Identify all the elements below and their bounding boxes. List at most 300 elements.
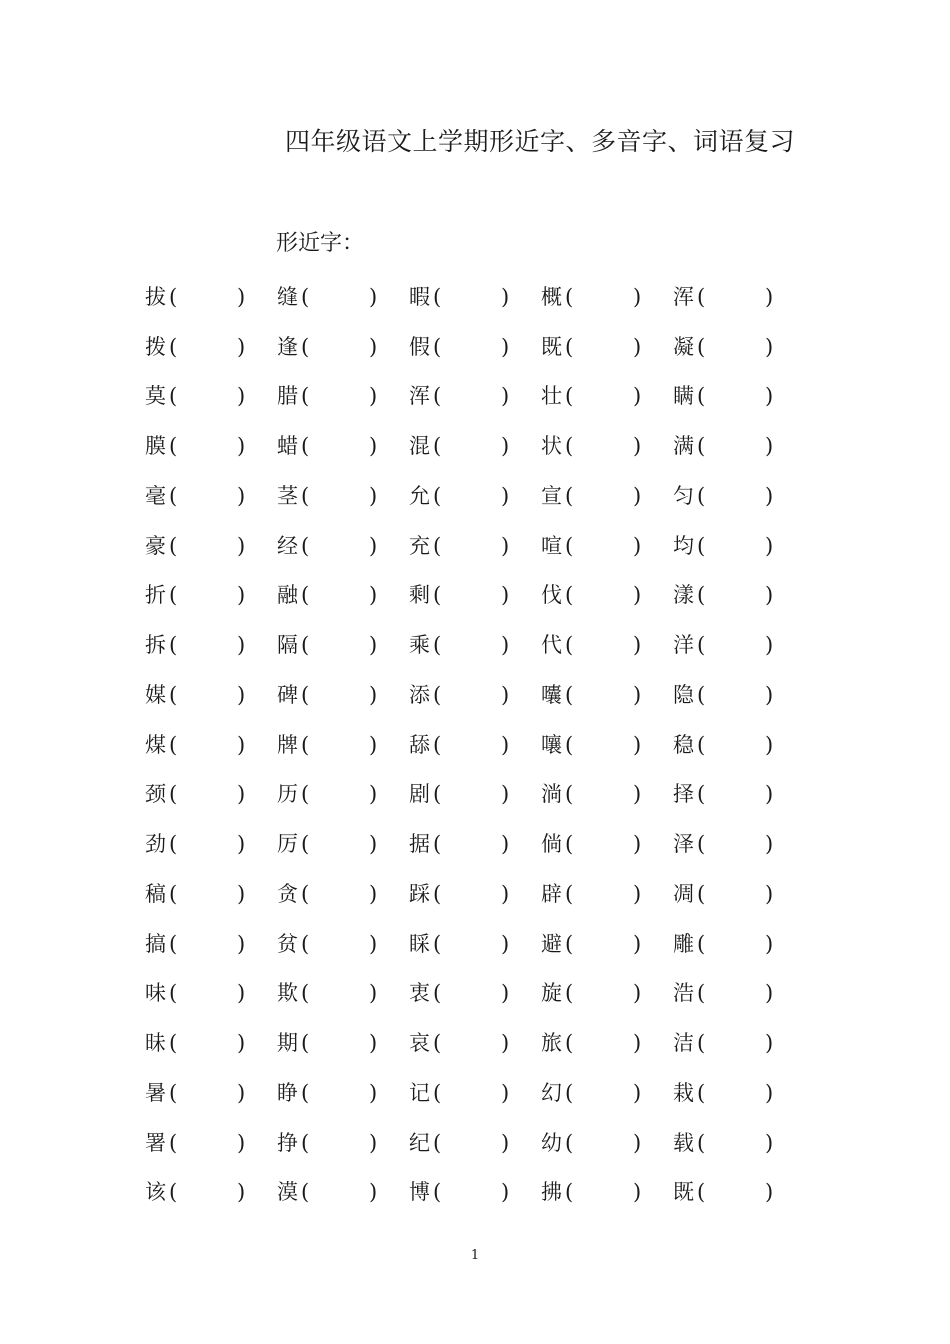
character: 既 xyxy=(541,334,562,359)
open-paren: ( xyxy=(433,434,442,459)
close-paren: ) xyxy=(633,284,642,309)
character: 隐 xyxy=(673,682,694,707)
close-paren: ) xyxy=(237,832,246,857)
character: 膜 xyxy=(145,434,166,459)
close-paren: ) xyxy=(369,782,378,807)
char-cell xyxy=(541,332,673,362)
character: 茎 xyxy=(277,483,298,508)
character: 喧 xyxy=(541,533,562,558)
close-paren: ) xyxy=(237,1130,246,1155)
close-paren: ) xyxy=(633,981,642,1006)
open-paren: ( xyxy=(433,1031,442,1056)
open-paren: ( xyxy=(169,334,178,359)
character: 凋 xyxy=(673,881,694,906)
close-paren: ) xyxy=(501,533,510,558)
char-cell xyxy=(145,580,277,610)
character: 载 xyxy=(673,1130,694,1155)
char-cell xyxy=(409,282,541,312)
open-paren: ( xyxy=(169,1180,178,1205)
open-paren: ( xyxy=(301,384,310,409)
character: 拨 xyxy=(145,334,166,359)
close-paren: ) xyxy=(369,732,378,757)
grid-row xyxy=(145,1118,805,1168)
character: 毫 xyxy=(145,483,166,508)
char-cell xyxy=(673,1128,805,1158)
open-paren: ( xyxy=(697,832,706,857)
close-paren: ) xyxy=(765,732,774,757)
open-paren: ( xyxy=(433,832,442,857)
character: 浑 xyxy=(409,384,430,409)
char-cell xyxy=(673,1028,805,1058)
close-paren: ) xyxy=(369,483,378,508)
close-paren: ) xyxy=(237,434,246,459)
grid-row xyxy=(145,1018,805,1068)
open-paren: ( xyxy=(433,782,442,807)
char-cell xyxy=(145,929,277,959)
open-paren: ( xyxy=(565,434,574,459)
char-cell xyxy=(673,680,805,710)
char-cell xyxy=(277,431,409,461)
open-paren: ( xyxy=(301,881,310,906)
open-paren: ( xyxy=(433,284,442,309)
char-cell xyxy=(673,1177,805,1207)
open-paren: ( xyxy=(697,732,706,757)
char-cell xyxy=(409,580,541,610)
open-paren: ( xyxy=(565,1031,574,1056)
close-paren: ) xyxy=(633,1031,642,1056)
char-cell xyxy=(277,1028,409,1058)
close-paren: ) xyxy=(765,782,774,807)
character: 雕 xyxy=(673,931,694,956)
open-paren: ( xyxy=(565,782,574,807)
character: 满 xyxy=(673,434,694,459)
character-grid xyxy=(145,272,805,1217)
char-cell xyxy=(145,779,277,809)
open-paren: ( xyxy=(169,1031,178,1056)
open-paren: ( xyxy=(433,384,442,409)
grid-row xyxy=(145,322,805,372)
close-paren: ) xyxy=(501,384,510,409)
open-paren: ( xyxy=(697,1031,706,1056)
char-cell xyxy=(673,978,805,1008)
close-paren: ) xyxy=(369,832,378,857)
close-paren: ) xyxy=(765,682,774,707)
close-paren: ) xyxy=(501,832,510,857)
char-cell xyxy=(145,730,277,760)
character: 瞒 xyxy=(673,384,694,409)
open-paren: ( xyxy=(301,732,310,757)
open-paren: ( xyxy=(697,931,706,956)
character: 择 xyxy=(673,782,694,807)
open-paren: ( xyxy=(697,533,706,558)
character: 贫 xyxy=(277,931,298,956)
char-cell xyxy=(409,680,541,710)
close-paren: ) xyxy=(501,1130,510,1155)
char-cell xyxy=(541,481,673,511)
close-paren: ) xyxy=(765,384,774,409)
open-paren: ( xyxy=(169,931,178,956)
close-paren: ) xyxy=(369,583,378,608)
grid-row xyxy=(145,919,805,969)
char-cell xyxy=(673,531,805,561)
character: 倘 xyxy=(541,832,562,857)
character: 宣 xyxy=(541,483,562,508)
page-title: 四年级语文上学期形近字、多音字、词语复习 xyxy=(284,127,795,156)
grid-row xyxy=(145,521,805,571)
char-cell xyxy=(541,1177,673,1207)
page-number: 1 xyxy=(470,1248,480,1263)
character: 豪 xyxy=(145,533,166,558)
character: 昧 xyxy=(145,1031,166,1056)
char-cell xyxy=(409,730,541,760)
open-paren: ( xyxy=(301,1180,310,1205)
character: 旋 xyxy=(541,981,562,1006)
open-paren: ( xyxy=(301,533,310,558)
close-paren: ) xyxy=(765,1080,774,1105)
char-cell xyxy=(409,1078,541,1108)
character: 添 xyxy=(409,682,430,707)
open-paren: ( xyxy=(169,583,178,608)
open-paren: ( xyxy=(169,832,178,857)
character: 署 xyxy=(145,1130,166,1155)
character: 味 xyxy=(145,981,166,1006)
char-cell xyxy=(277,978,409,1008)
char-cell xyxy=(145,1177,277,1207)
char-cell xyxy=(277,531,409,561)
open-paren: ( xyxy=(565,483,574,508)
close-paren: ) xyxy=(501,583,510,608)
close-paren: ) xyxy=(369,931,378,956)
close-paren: ) xyxy=(369,981,378,1006)
char-cell xyxy=(541,381,673,411)
char-cell xyxy=(277,779,409,809)
char-cell xyxy=(277,580,409,610)
close-paren: ) xyxy=(237,633,246,658)
char-cell xyxy=(145,381,277,411)
open-paren: ( xyxy=(697,483,706,508)
character: 衷 xyxy=(409,981,430,1006)
char-cell xyxy=(277,332,409,362)
open-paren: ( xyxy=(301,682,310,707)
open-paren: ( xyxy=(169,434,178,459)
close-paren: ) xyxy=(501,633,510,658)
character: 嚷 xyxy=(541,732,562,757)
close-paren: ) xyxy=(237,533,246,558)
char-cell xyxy=(145,531,277,561)
close-paren: ) xyxy=(369,881,378,906)
char-cell xyxy=(409,1028,541,1058)
char-cell xyxy=(673,630,805,660)
open-paren: ( xyxy=(565,1080,574,1105)
close-paren: ) xyxy=(633,1130,642,1155)
close-paren: ) xyxy=(633,881,642,906)
char-cell xyxy=(541,531,673,561)
open-paren: ( xyxy=(301,931,310,956)
close-paren: ) xyxy=(501,284,510,309)
close-paren: ) xyxy=(237,583,246,608)
grid-row xyxy=(145,272,805,322)
open-paren: ( xyxy=(433,483,442,508)
character: 栽 xyxy=(673,1080,694,1105)
close-paren: ) xyxy=(369,633,378,658)
open-paren: ( xyxy=(301,434,310,459)
char-cell xyxy=(673,431,805,461)
char-cell xyxy=(145,1078,277,1108)
close-paren: ) xyxy=(633,633,642,658)
open-paren: ( xyxy=(433,931,442,956)
character: 劲 xyxy=(145,832,166,857)
open-paren: ( xyxy=(301,633,310,658)
close-paren: ) xyxy=(369,334,378,359)
character: 贪 xyxy=(277,881,298,906)
close-paren: ) xyxy=(237,682,246,707)
open-paren: ( xyxy=(565,981,574,1006)
character: 舔 xyxy=(409,732,430,757)
open-paren: ( xyxy=(565,881,574,906)
char-cell xyxy=(145,282,277,312)
close-paren: ) xyxy=(237,881,246,906)
character: 隔 xyxy=(277,633,298,658)
close-paren: ) xyxy=(369,384,378,409)
close-paren: ) xyxy=(237,483,246,508)
character: 缝 xyxy=(277,284,298,309)
close-paren: ) xyxy=(765,434,774,459)
char-cell xyxy=(673,580,805,610)
open-paren: ( xyxy=(697,434,706,459)
char-cell xyxy=(541,730,673,760)
char-cell xyxy=(145,1028,277,1058)
open-paren: ( xyxy=(697,633,706,658)
character: 挣 xyxy=(277,1130,298,1155)
open-paren: ( xyxy=(697,1080,706,1105)
grid-row xyxy=(145,969,805,1019)
character: 稳 xyxy=(673,732,694,757)
open-paren: ( xyxy=(697,1180,706,1205)
character: 假 xyxy=(409,334,430,359)
character: 剧 xyxy=(409,782,430,807)
close-paren: ) xyxy=(633,732,642,757)
close-paren: ) xyxy=(501,1031,510,1056)
character: 淌 xyxy=(541,782,562,807)
char-cell xyxy=(145,829,277,859)
character: 混 xyxy=(409,434,430,459)
open-paren: ( xyxy=(697,334,706,359)
character: 漾 xyxy=(673,583,694,608)
character: 囔 xyxy=(541,682,562,707)
character: 幼 xyxy=(541,1130,562,1155)
close-paren: ) xyxy=(237,1031,246,1056)
char-cell xyxy=(541,431,673,461)
char-cell xyxy=(277,680,409,710)
char-cell xyxy=(145,680,277,710)
open-paren: ( xyxy=(301,981,310,1006)
char-cell xyxy=(145,1128,277,1158)
char-cell xyxy=(541,1078,673,1108)
grid-row xyxy=(145,720,805,770)
character: 媒 xyxy=(145,682,166,707)
close-paren: ) xyxy=(369,434,378,459)
close-paren: ) xyxy=(237,782,246,807)
character: 融 xyxy=(277,583,298,608)
char-cell xyxy=(145,630,277,660)
close-paren: ) xyxy=(765,1130,774,1155)
char-cell xyxy=(145,978,277,1008)
open-paren: ( xyxy=(169,732,178,757)
open-paren: ( xyxy=(565,732,574,757)
open-paren: ( xyxy=(697,384,706,409)
open-paren: ( xyxy=(169,881,178,906)
open-paren: ( xyxy=(433,334,442,359)
open-paren: ( xyxy=(301,334,310,359)
open-paren: ( xyxy=(169,483,178,508)
char-cell xyxy=(409,381,541,411)
close-paren: ) xyxy=(369,284,378,309)
character: 哀 xyxy=(409,1031,430,1056)
character: 剩 xyxy=(409,583,430,608)
open-paren: ( xyxy=(301,483,310,508)
open-paren: ( xyxy=(565,334,574,359)
close-paren: ) xyxy=(765,931,774,956)
close-paren: ) xyxy=(765,583,774,608)
grid-row xyxy=(145,1068,805,1118)
close-paren: ) xyxy=(765,334,774,359)
character: 洁 xyxy=(673,1031,694,1056)
open-paren: ( xyxy=(169,284,178,309)
char-cell xyxy=(277,630,409,660)
char-cell xyxy=(409,1128,541,1158)
grid-row xyxy=(145,670,805,720)
char-cell xyxy=(277,929,409,959)
close-paren: ) xyxy=(501,931,510,956)
close-paren: ) xyxy=(765,533,774,558)
character: 暑 xyxy=(145,1080,166,1105)
close-paren: ) xyxy=(237,981,246,1006)
open-paren: ( xyxy=(565,583,574,608)
close-paren: ) xyxy=(369,533,378,558)
open-paren: ( xyxy=(433,682,442,707)
close-paren: ) xyxy=(633,483,642,508)
character: 匀 xyxy=(673,483,694,508)
char-cell xyxy=(409,332,541,362)
character: 碑 xyxy=(277,682,298,707)
grid-row xyxy=(145,819,805,869)
char-cell xyxy=(277,381,409,411)
char-cell xyxy=(673,829,805,859)
character: 均 xyxy=(673,533,694,558)
character: 莫 xyxy=(145,384,166,409)
grid-row xyxy=(145,770,805,820)
open-paren: ( xyxy=(301,1130,310,1155)
open-paren: ( xyxy=(301,782,310,807)
open-paren: ( xyxy=(433,881,442,906)
char-cell xyxy=(277,1177,409,1207)
close-paren: ) xyxy=(633,434,642,459)
close-paren: ) xyxy=(501,782,510,807)
open-paren: ( xyxy=(301,583,310,608)
char-cell xyxy=(673,879,805,909)
char-cell xyxy=(409,929,541,959)
open-paren: ( xyxy=(433,583,442,608)
character: 煤 xyxy=(145,732,166,757)
character: 折 xyxy=(145,583,166,608)
character: 据 xyxy=(409,832,430,857)
open-paren: ( xyxy=(565,1130,574,1155)
open-paren: ( xyxy=(169,682,178,707)
char-cell xyxy=(409,829,541,859)
close-paren: ) xyxy=(633,533,642,558)
char-cell xyxy=(145,431,277,461)
close-paren: ) xyxy=(633,384,642,409)
character: 允 xyxy=(409,483,430,508)
character: 凝 xyxy=(673,334,694,359)
char-cell xyxy=(409,630,541,660)
char-cell xyxy=(673,1078,805,1108)
open-paren: ( xyxy=(301,1031,310,1056)
close-paren: ) xyxy=(369,1080,378,1105)
char-cell xyxy=(409,879,541,909)
close-paren: ) xyxy=(501,732,510,757)
open-paren: ( xyxy=(433,1130,442,1155)
character: 搞 xyxy=(145,931,166,956)
character: 代 xyxy=(541,633,562,658)
char-cell xyxy=(277,1078,409,1108)
section-heading: 形近字： xyxy=(276,231,365,256)
char-cell xyxy=(409,531,541,561)
character: 历 xyxy=(277,782,298,807)
character: 概 xyxy=(541,284,562,309)
open-paren: ( xyxy=(565,384,574,409)
character: 拆 xyxy=(145,633,166,658)
open-paren: ( xyxy=(697,782,706,807)
character: 伐 xyxy=(541,583,562,608)
character: 暇 xyxy=(409,284,430,309)
grid-row xyxy=(145,869,805,919)
character: 踩 xyxy=(409,881,430,906)
open-paren: ( xyxy=(565,832,574,857)
char-cell xyxy=(409,779,541,809)
char-cell xyxy=(541,929,673,959)
open-paren: ( xyxy=(697,682,706,707)
close-paren: ) xyxy=(369,1180,378,1205)
char-cell xyxy=(409,431,541,461)
close-paren: ) xyxy=(633,583,642,608)
char-cell xyxy=(541,1128,673,1158)
close-paren: ) xyxy=(765,981,774,1006)
char-cell xyxy=(277,1128,409,1158)
character: 既 xyxy=(673,1180,694,1205)
close-paren: ) xyxy=(765,881,774,906)
character: 稿 xyxy=(145,881,166,906)
char-cell xyxy=(277,879,409,909)
close-paren: ) xyxy=(237,284,246,309)
char-cell xyxy=(541,1028,673,1058)
grid-row xyxy=(145,421,805,471)
character: 期 xyxy=(277,1031,298,1056)
close-paren: ) xyxy=(237,931,246,956)
open-paren: ( xyxy=(301,284,310,309)
char-cell xyxy=(541,580,673,610)
character: 睁 xyxy=(277,1080,298,1105)
character: 厉 xyxy=(277,832,298,857)
open-paren: ( xyxy=(565,682,574,707)
character: 睬 xyxy=(409,931,430,956)
close-paren: ) xyxy=(501,334,510,359)
char-cell xyxy=(673,481,805,511)
open-paren: ( xyxy=(301,832,310,857)
character: 状 xyxy=(541,434,562,459)
grid-row xyxy=(145,620,805,670)
close-paren: ) xyxy=(501,682,510,707)
